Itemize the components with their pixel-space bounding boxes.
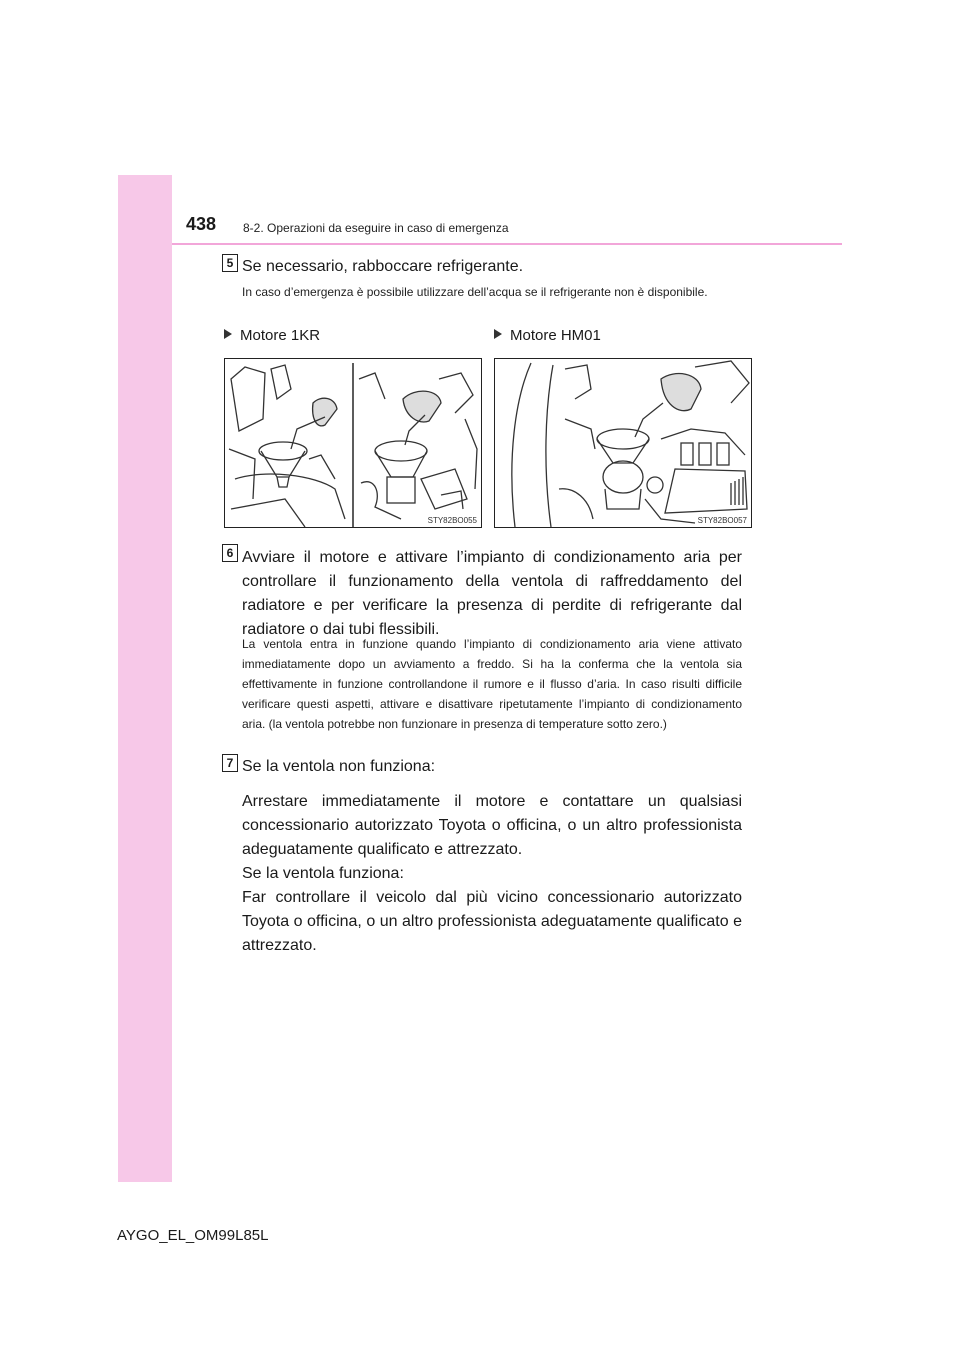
section-title: 8-2. Operazioni da eseguire in caso di emergenza <box>243 221 509 235</box>
engine-hm01-illustration <box>495 359 751 527</box>
footer-code: AYGO_EL_OM99L85L <box>117 1227 269 1244</box>
figure-label-left-text: Motore 1KR <box>240 327 321 344</box>
figure-code-left: STY82BO055 <box>427 516 477 525</box>
step-7-body-1: Arrestare immediatamente il motore e contattare un qualsiasi concessionario autorizzato Toyota o officina, o un altro professionista adeguatamente qualificato e attrezzato. <box>242 793 742 858</box>
step-7-body-2-line-1: Se la ventola funziona: <box>242 865 404 882</box>
page-number: 438 <box>186 214 217 234</box>
step-number-7: 7 <box>222 754 238 772</box>
figure-code-right: STY82BO057 <box>697 516 747 525</box>
triangle-bullet-icon <box>494 329 502 339</box>
figure-label-right <box>494 327 601 344</box>
page-sidebar-tab <box>118 175 172 1182</box>
step-6-title: Avviare il motore e attivare l’impianto di condizionamento aria per controllare il funzionamento della ventola di raffreddamento del radiatore e per verificare la presenza di perdite di refrigerante dal radiatore o dai tubi flessibili. <box>242 549 742 638</box>
step-5-note: In caso d’emergenza è possibile utilizzare dell’acqua se il refrigerante non è disponibile. <box>242 285 708 299</box>
step-number-5: 5 <box>222 254 238 272</box>
step-number-6: 6 <box>222 544 238 562</box>
header-divider <box>172 243 842 245</box>
figure-label-right-text: Motore HM01 <box>510 327 601 344</box>
step-7-body-2-line-2: Far controllare il veicolo dal più vicino concessionario autorizzato Toyota o officina, o un altro professionista adeguatamente qualificato e attrezzato. <box>242 889 742 954</box>
engine-1kr-illustration <box>225 359 481 527</box>
figure-label-left <box>224 327 320 344</box>
triangle-bullet-icon <box>224 329 232 339</box>
step-6-note: La ventola entra in funzione quando l’impianto di condizionamento aria viene attivato immediatamente dopo un avviamento a freddo. Si ha la conferma che la ventola sia effettivamente in funzione controllandone il rumore e il flusso d’aria. In caso risulti difficile verificare questi aspetti, attivare e disattivare ripetutamente l’impianto di condizionamento aria. (la ventola potrebbe non funzionare in presenza di temperature sotto zero.) <box>242 637 742 731</box>
step-5-title: Se necessario, rabboccare refrigerante. <box>242 258 524 275</box>
figure-engine-1kr <box>224 358 482 528</box>
figure-engine-hm01 <box>494 358 752 528</box>
step-7-title: Se la ventola non funziona: <box>242 758 436 775</box>
